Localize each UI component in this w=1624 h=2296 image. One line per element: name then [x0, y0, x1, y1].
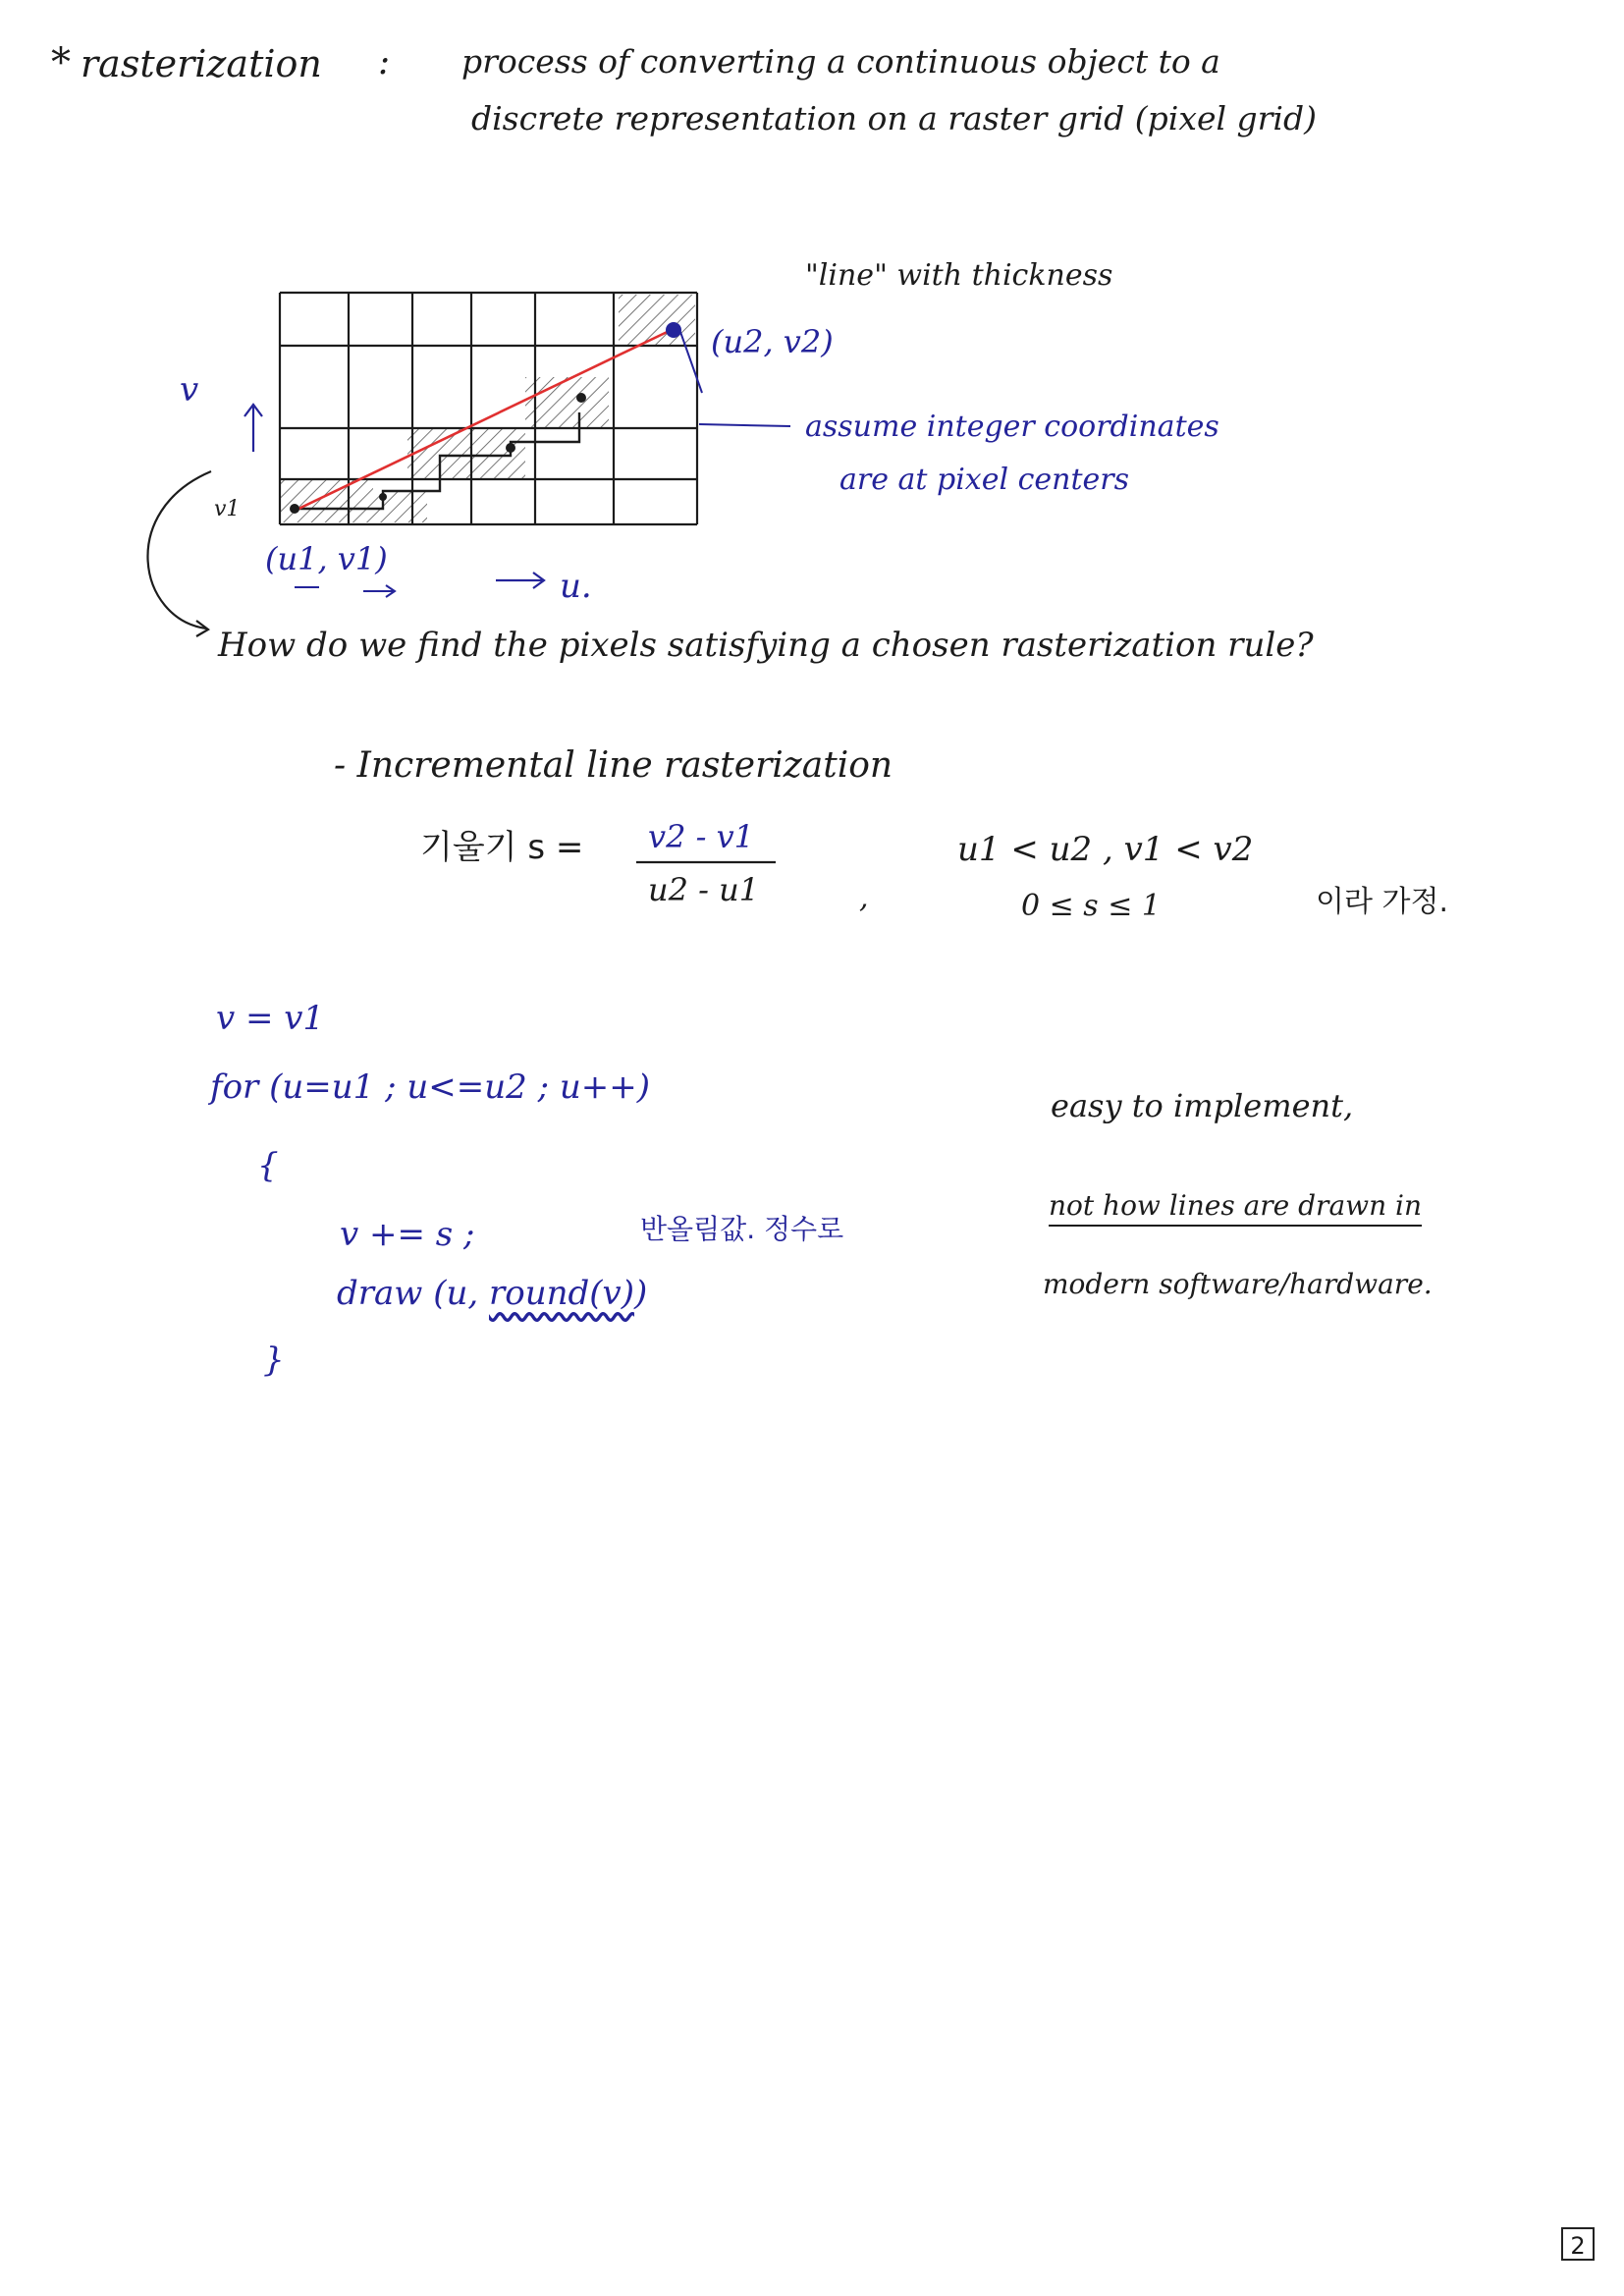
code-draw-suffix: ): [634, 1274, 648, 1313]
side-note-not-how: not how lines are drawn in: [1049, 1189, 1423, 1222]
slope-numerator: v2 - v1: [648, 818, 755, 855]
code-draw-prefix: draw (u,: [337, 1274, 489, 1313]
side-note-easy: easy to implement,: [1051, 1087, 1354, 1124]
code-line-for: for (u=u1 ; u<=u2 ; u++): [210, 1067, 650, 1107]
label-start-point: (u1, v1): [265, 540, 388, 577]
pixel-center-dot: [290, 504, 299, 514]
pixel-center-dot: [379, 493, 387, 501]
curved-pointer-arrow: [147, 471, 211, 629]
shaded-pixel: [407, 428, 525, 479]
slope-comma: ,: [859, 881, 869, 915]
code-line-draw: [337, 1274, 648, 1313]
condition-note: 이라 가정.: [1316, 885, 1448, 919]
note-pixel-centers: are at pixel centers: [839, 463, 1130, 497]
definition-line-2: discrete representation on a raster grid (pixel grid): [471, 99, 1317, 137]
slope-denominator: u2 - u1: [648, 871, 760, 908]
label-u-axis: u.: [560, 567, 592, 606]
question-text: How do we find the pixels satisfying a chosen rasterization rule?: [218, 626, 1314, 665]
code-line-init: v = v1: [216, 999, 325, 1038]
shaded-pixel: [280, 479, 373, 522]
condition-slope-range: 0 ≤ s ≤ 1: [1021, 889, 1161, 923]
definition-line-1: process of converting a continuous object to a: [461, 42, 1220, 81]
condition-ordering: u1 < u2 , v1 < v2: [957, 830, 1254, 869]
label-v1: v1: [214, 497, 241, 521]
code-draw-round: round(v): [488, 1274, 635, 1313]
code-line-comment: 반올림값. 정수로: [640, 1213, 844, 1245]
pixel-center-dot: [506, 443, 515, 453]
term-rasterization: rasterization: [81, 42, 322, 85]
label-end-point: (u2, v2): [711, 323, 834, 360]
continuous-line: [295, 326, 679, 511]
page-number: 2: [1561, 2227, 1595, 2261]
caption-line-with-thickness: "line" with thickness: [805, 258, 1113, 293]
code-line-open-brace: {: [257, 1146, 279, 1185]
shaded-pixel: [525, 377, 609, 428]
code-line-close-brace: }: [263, 1340, 285, 1380]
endpoint-dot: [666, 322, 681, 338]
note-leader-line: [699, 424, 790, 426]
algorithm-heading: - Incremental line rasterization: [334, 745, 893, 786]
side-note-modern: modern software/hardware.: [1043, 1268, 1433, 1300]
bullet-star: *: [51, 40, 71, 85]
label-v-axis: v: [180, 370, 199, 410]
pixel-center-dot: [576, 393, 586, 403]
slope-label: 기울기 s =: [420, 828, 584, 867]
note-integer-coordinates: assume integer coordinates: [805, 410, 1219, 444]
definition-colon: :: [378, 42, 391, 82]
code-line-increment: v += s ;: [340, 1215, 475, 1254]
